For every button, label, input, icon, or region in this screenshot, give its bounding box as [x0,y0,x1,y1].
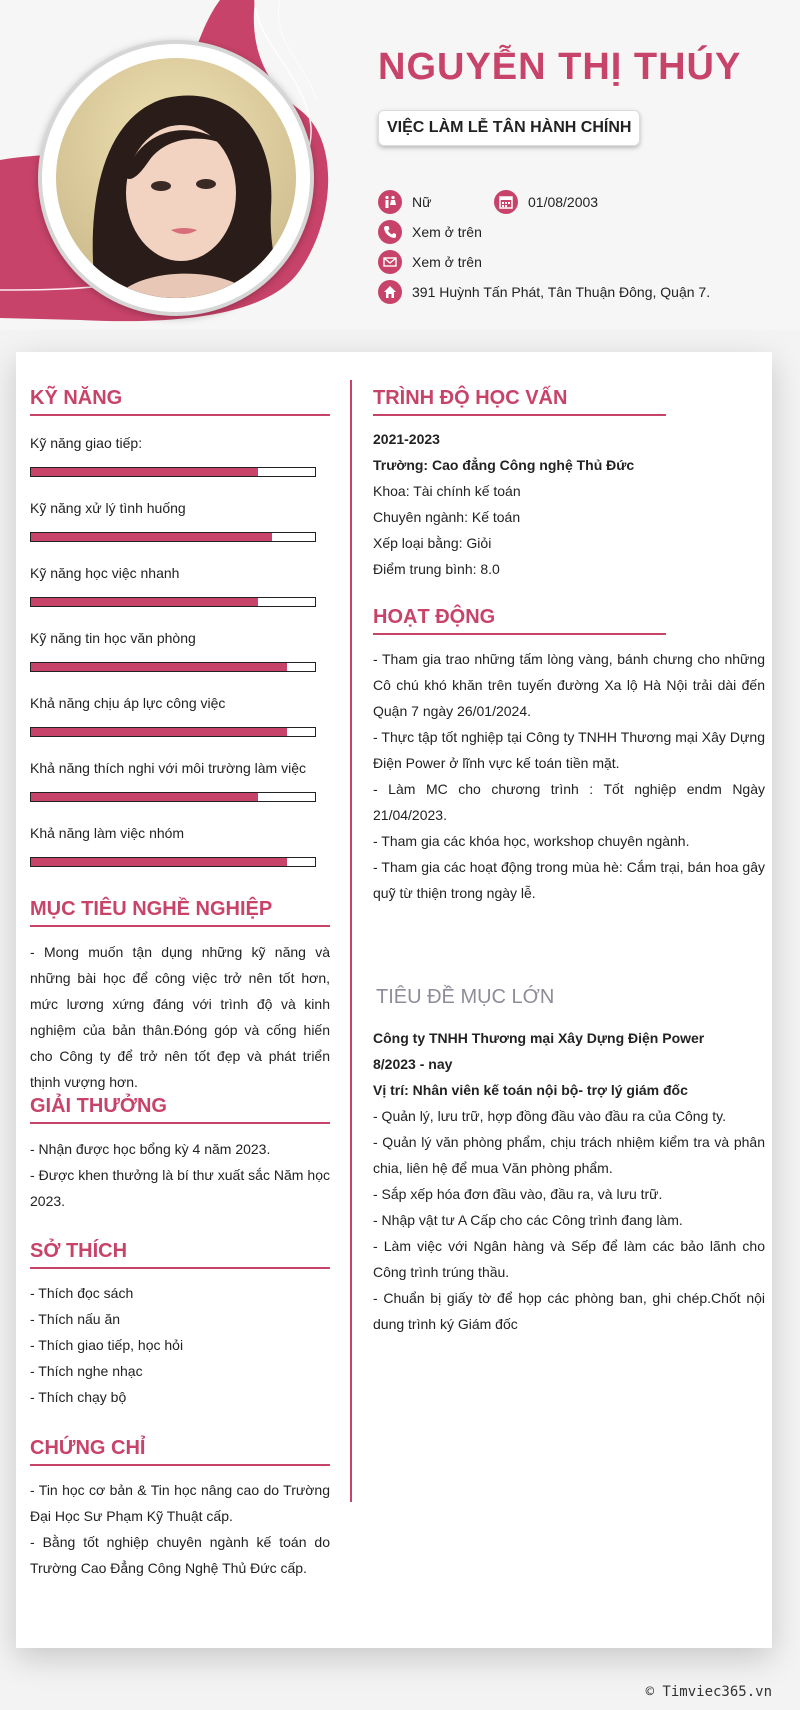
footer-credit: © Timviec365.vn [645,1684,772,1700]
hobbies-title: SỞ THÍCH [30,1240,330,1269]
cv-header [0,0,800,330]
skill-level-fill [31,728,287,736]
award-item: - Nhận được học bổng kỳ 4 năm 2023. [30,1141,271,1157]
skill-item [30,500,316,542]
birthday-row [494,190,598,214]
skill-item [30,825,316,867]
education-line: Khoa: Tài chính kế toán [373,483,521,499]
gender-value: Nữ [412,194,432,210]
skill-level-fill [31,663,287,671]
award-item: - Được khen thưởng là bí thư xuất sắc Năm học 2023. [30,1167,330,1209]
email-row [378,250,482,274]
column-divider [350,380,352,1502]
skill-label: Kỹ năng tin học văn phòng [30,630,196,646]
experience-company: Công ty TNHH Thương mại Xây Dựng Điện Power [373,1030,705,1046]
skill-item [30,435,316,477]
hobbies-list [30,1280,330,1410]
address-value: 391 Huỳnh Tấn Phát, Tân Thuận Đông, Quận 7. [412,284,711,300]
hobby-item: - Thích giao tiếp, học hỏi [30,1337,184,1353]
experience-item: - Làm việc với Ngân hàng và Sếp để làm các bảo lãnh cho Công trình trúng thầu. [373,1238,765,1280]
activity-item: - Thực tập tốt nghiệp tại Công ty TNHH Thương mại Xây Dựng Điện Power ở lĩnh vực kế toán tiền mặt. [373,729,765,771]
skill-item [30,760,316,802]
skill-level-fill [31,793,258,801]
address-row [378,280,710,304]
experience-block [373,1025,765,1337]
experience-position: Vị trí: Nhân viên kế toán nội bộ- trợ lý giám đốc [373,1082,688,1098]
skill-item [30,695,316,737]
certificate-item: - Tin học cơ bản & Tin học nâng cao do Trường Đại Học Sư Phạm Kỹ Thuật cấp. [30,1482,330,1524]
skill-item [30,565,316,607]
activity-item: - Tham gia trao những tấm lòng vàng, bánh chưng cho những Cô chú khó khăn trên tuyến đường Xa lộ Hà Nội trải dài đến Quận 7 ngày 26/01/2024. [373,651,765,719]
skill-level-bar [30,662,316,672]
skill-level-bar [30,597,316,607]
skill-label: Kỹ năng học việc nhanh [30,565,180,581]
experience-item: - Chuẩn bị giấy tờ để họp các phòng ban, ghi chép.Chốt nội dung trình ký Giám đốc [373,1290,765,1332]
skill-item [30,630,316,672]
skill-level-fill [31,598,258,606]
education-block [373,426,765,582]
activity-item: - Tham gia các khóa học, workshop chuyên ngành. [373,833,690,849]
certificate-item: - Bằng tốt nghiệp chuyên ngành kế toán do Trường Cao Đẳng Công Nghệ Thủ Đức cấp. [30,1534,330,1576]
education-line: Xếp loại bằng: Giỏi [373,535,492,551]
skill-level-bar [30,467,316,477]
activities-title: HOẠT ĐỘNG [373,606,666,635]
skill-level-fill [31,858,287,866]
mail-icon [378,250,402,274]
phone-value: Xem ở trên [412,224,482,240]
activities-list [373,646,765,906]
skill-label: Kỹ năng xử lý tình huống [30,500,186,516]
awards-list [30,1136,330,1214]
skill-level-fill [31,533,272,541]
phone-row [378,220,482,244]
experience-item: - Quản lý văn phòng phẩm, chịu trách nhiệm kiểm tra và phân chia, liên hệ để mua Văn phòng phẩm. [373,1134,765,1176]
education-line: Điểm trung bình: 8.0 [373,561,500,577]
skill-level-fill [31,468,258,476]
skill-level-bar [30,727,316,737]
education-title: TRÌNH ĐỘ HỌC VẤN [373,387,666,416]
awards-title: GIẢI THƯỞNG [30,1095,330,1124]
phone-icon [378,220,402,244]
skill-level-bar [30,532,316,542]
hobby-item: - Thích đọc sách [30,1285,134,1301]
gender-icon [378,190,402,214]
activity-item: - Làm MC cho chương trình : Tốt nghiệp endm Ngày 21/04/2023. [373,781,765,823]
skill-level-bar [30,792,316,802]
experience-period: 8/2023 - nay [373,1056,453,1072]
activity-item: - Tham gia các hoạt động trong mùa hè: Cắm trại, bán hoa gây quỹ từ thiện trong ngày lễ. [373,859,765,901]
experience-item: - Quản lý, lưu trữ, hợp đồng đầu vào đầu ra của Công ty. [373,1108,726,1124]
job-title-badge: VIỆC LÀM LỄ TÂN HÀNH CHÍNH [378,110,640,146]
birthday-value: 01/08/2003 [528,194,599,210]
experience-item: - Sắp xếp hóa đơn đầu vào, đầu ra, và lưu trữ. [373,1186,663,1202]
education-school: Trường: Cao đẳng Công nghệ Thủ Đức [373,457,635,473]
hobby-item: - Thích nấu ăn [30,1311,121,1327]
gender-row [378,190,431,214]
hobby-item: - Thích chạy bộ [30,1389,127,1405]
skill-label: Khả năng làm việc nhóm [30,825,185,841]
career-goal-text: - Mong muốn tận dụng những kỹ năng và những bài học để công việc trở nên tốt hơn, mức lương xứng đáng với trình độ và kinh nghiệm của bản thân.Đóng góp và cống hiến cho Công ty để trở nên tốt đẹp và phát triển thịnh vượng hơn. [30,944,330,1090]
career-goal-title: MỤC TIÊU NGHỀ NGHIỆP [30,898,330,927]
portrait-photo [56,58,296,298]
experience-item: - Nhập vật tư A Cấp cho các Công trình đang làm. [373,1212,683,1228]
avatar [56,58,296,298]
experience-title: TIÊU ĐỀ MỤC LỚN [376,986,555,1008]
candidate-name: NGUYỄN THỊ THÚY [378,46,742,88]
skills-title: KỸ NĂNG [30,387,330,416]
avatar-frame [38,40,314,316]
skill-level-bar [30,857,316,867]
certificates-title: CHỨNG CHỈ [30,1437,330,1466]
calendar-icon [494,190,518,214]
education-period: 2021-2023 [373,431,440,447]
skill-label: Khả năng chịu áp lực công việc [30,695,226,711]
skill-label: Khả năng thích nghi với môi trường làm việc [30,760,306,776]
email-value: Xem ở trên [412,254,482,270]
home-icon [378,280,402,304]
education-line: Chuyên ngành: Kế toán [373,509,521,525]
skill-label: Kỹ năng giao tiếp: [30,435,143,451]
certificates-list [30,1477,330,1581]
hobby-item: - Thích nghe nhạc [30,1363,143,1379]
